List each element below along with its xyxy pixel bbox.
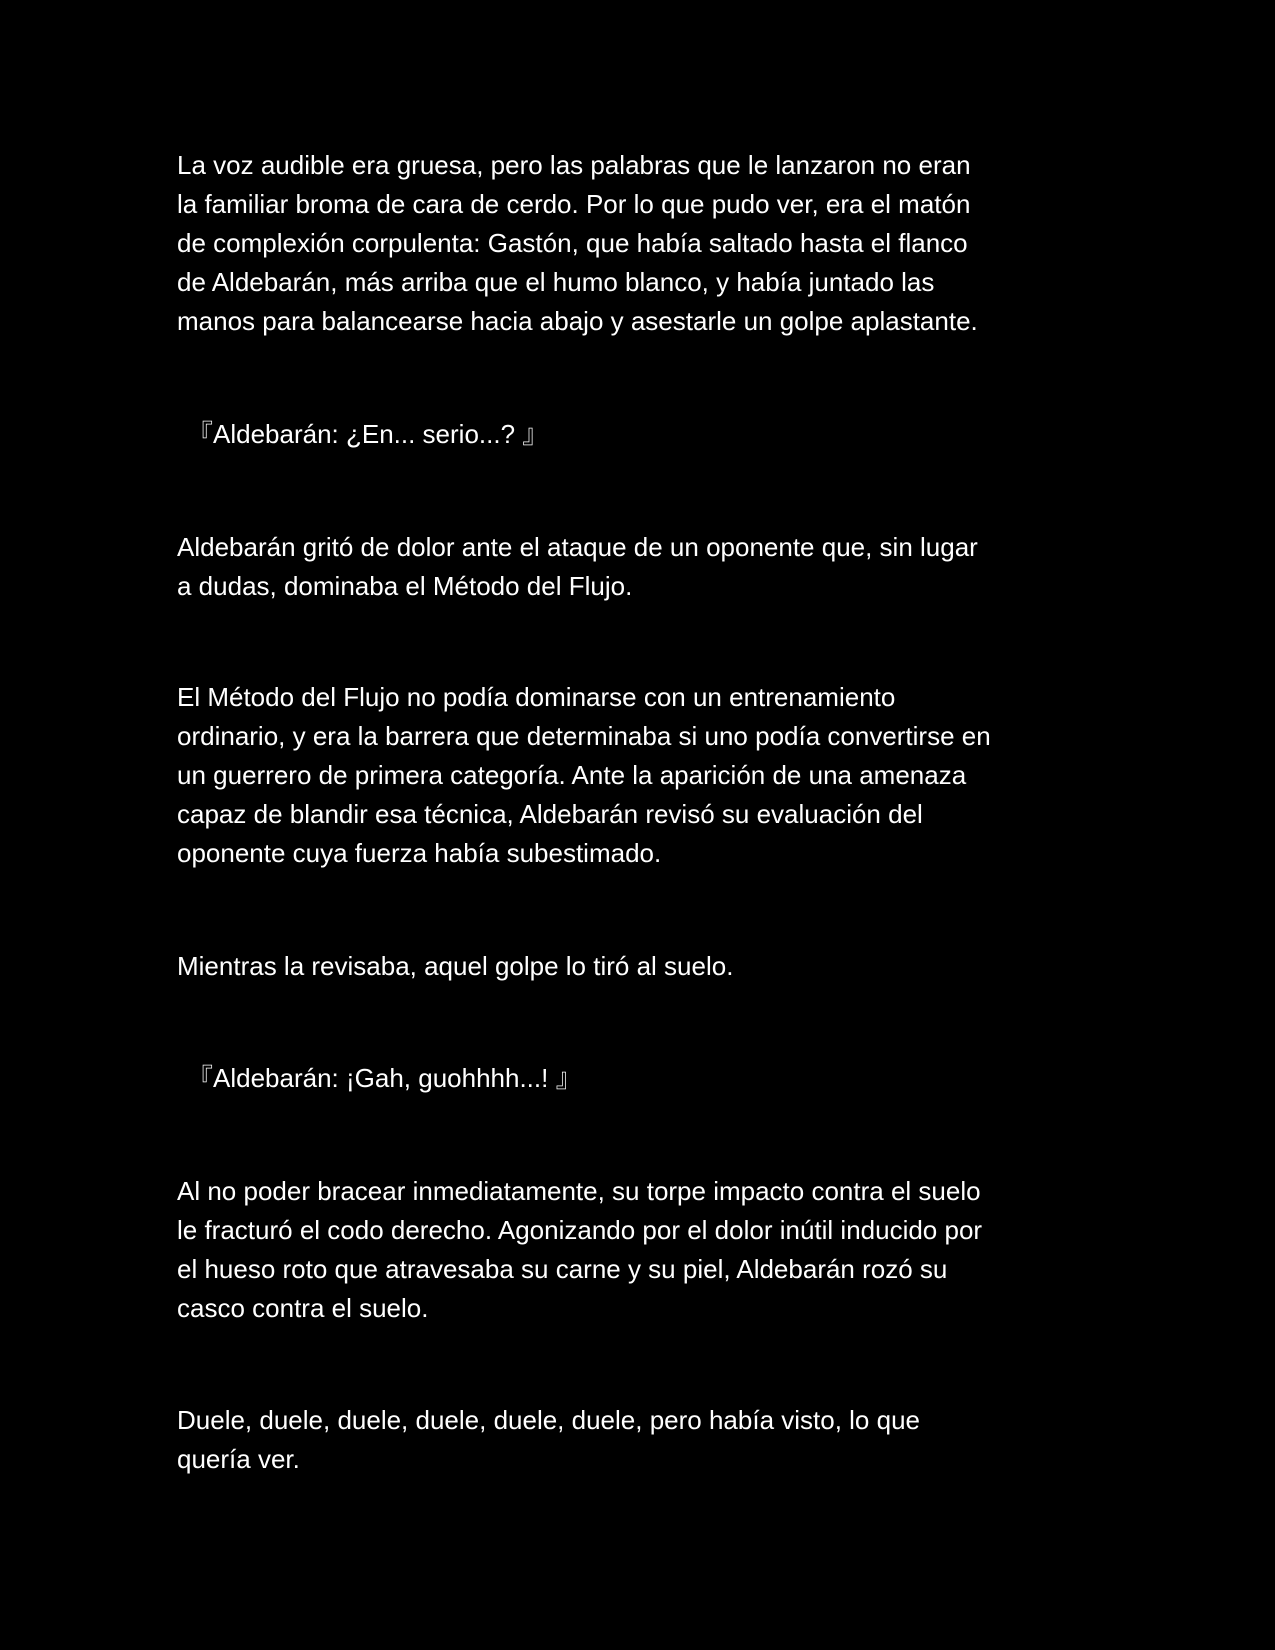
dialogue-aldebaran-serio [187, 415, 1107, 454]
dialogue-line: 『Aldebarán: ¡Gah, guohhhh...! 』 [187, 1063, 582, 1093]
text-line: de complexión corpulenta: Gastón, que había saltado hasta el flanco [177, 228, 968, 258]
text-line: un guerrero de primera categoría. Ante la aparición de una amenaza [177, 760, 967, 790]
text-line: Aldebarán gritó de dolor ante el ataque de un oponente que, sin lugar [177, 532, 978, 562]
text-line: capaz de blandir esa técnica, Aldebarán revisó su evaluación del [177, 799, 923, 829]
paragraph-flow-method [177, 678, 1097, 873]
text-line: oponente cuya fuerza había subestimado. [177, 838, 662, 868]
paragraph-knocked-down [177, 947, 1097, 986]
paragraph-aldebaran-scream [177, 528, 1097, 606]
text-line: ordinario, y era la barrera que determinaba si uno podía convertirse en [177, 721, 991, 751]
text-line: casco contra el suelo. [177, 1293, 429, 1323]
text-line: el hueso roto que atravesaba su carne y su piel, Aldebarán rozó su [177, 1254, 948, 1284]
text-line: manos para balancearse hacia abajo y asestarle un golpe aplastante. [177, 306, 978, 336]
text-line: le fracturó el codo derecho. Agonizando por el dolor inútil inducido por [177, 1215, 983, 1245]
paragraph-it-hurts [177, 1401, 1097, 1479]
text-line: Mientras la revisaba, aquel golpe lo tiró al suelo. [177, 951, 734, 981]
text-line: de Aldebarán, más arriba que el humo blanco, y había juntado las [177, 267, 935, 297]
dialogue-aldebaran-gah [187, 1059, 1107, 1098]
text-line: a dudas, dominaba el Método del Flujo. [177, 571, 633, 601]
paragraph-fractured-elbow [177, 1172, 1097, 1328]
dialogue-line: 『Aldebarán: ¿En... serio...? 』 [187, 419, 549, 449]
text-line: Duele, duele, duele, duele, duele, duele, pero había visto, lo que [177, 1405, 920, 1435]
text-line: La voz audible era gruesa, pero las palabras que le lanzaron no eran [177, 150, 971, 180]
paragraph-gaston-attack [177, 146, 1097, 341]
text-line: quería ver. [177, 1444, 300, 1474]
text-line: Al no poder bracear inmediatamente, su torpe impacto contra el suelo [177, 1176, 981, 1206]
text-line: El Método del Flujo no podía dominarse con un entrenamiento [177, 682, 896, 712]
text-line: la familiar broma de cara de cerdo. Por lo que pudo ver, era el matón [177, 189, 971, 219]
